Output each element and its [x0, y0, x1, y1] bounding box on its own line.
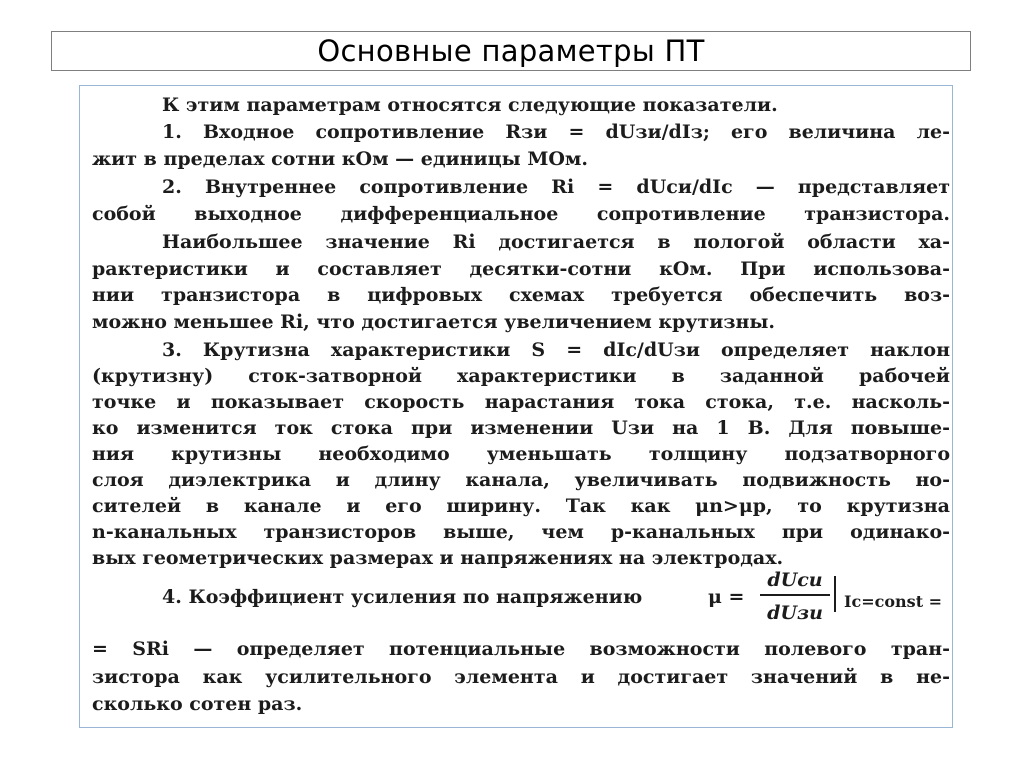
- text-line: вых геометрических размерах и напряжениях на электродах.: [92, 547, 784, 569]
- text-line: сколько сотен раз.: [92, 693, 303, 715]
- text-line: n-канальных транзисторов выше, чем p-канальных при одинако-: [92, 521, 950, 543]
- formula-mu: μ =: [708, 586, 745, 608]
- gain-formula: [92, 566, 950, 632]
- formula-denominator: dUзи: [767, 602, 823, 624]
- slide-title-box: [51, 31, 971, 71]
- formula-condition: Iс=const =: [844, 592, 943, 611]
- text-line: рактеристики и составляет десятки-сотни кОм. При использова-: [92, 258, 950, 280]
- text-line: ния крутизны необходимо уменьшать толщину подзатворного: [92, 443, 950, 465]
- text-line: сителей в канале и его ширину. Так как μn>μp, то крутизна: [92, 495, 950, 517]
- text-line: точке и показывает скорость нарастания тока стока, т.е. насколь-: [92, 391, 950, 413]
- slide-title: Основные параметры ПТ: [317, 34, 705, 68]
- text-line: К этим параметрам относятся следующие показатели.: [162, 94, 778, 116]
- text-line: (крутизну) сток-затворной характеристики в заданной рабочей: [92, 365, 950, 387]
- text-line: зистора как усилительного элемента и достигает значений в не-: [92, 666, 950, 688]
- text-line: жит в пределах сотни кОм — единицы МОм.: [92, 148, 589, 170]
- text-line: слоя диэлектрика и длину канала, увеличивать подвижность но-: [92, 469, 950, 491]
- text-line: 1. Входное сопротивление Rзи = dUзи/dIз; его величина ле-: [162, 121, 950, 143]
- formula-fraction: [760, 566, 830, 626]
- text-line: нии транзистора в цифровых схемах требуется обеспечить воз-: [92, 284, 950, 306]
- formula-lead-text: 4. Коэффициент усиления по напряжению: [162, 586, 643, 608]
- formula-evaluation-bar: [834, 576, 836, 612]
- text-line: ко изменится ток стока при изменении Uзи на 1 В. Для повыше-: [92, 417, 950, 439]
- text-line: можно меньшее Ri, что достигается увеличением крутизны.: [92, 311, 776, 333]
- text-line: 2. Внутреннее сопротивление Ri = dUси/dIс — представляет: [162, 176, 950, 198]
- text-line: 3. Крутизна характеристики S = dIс/dUзи определяет наклон: [162, 339, 950, 361]
- text-line: собой выходное дифференциальное сопротивление транзистора.: [92, 203, 950, 225]
- formula-numerator: dUси: [760, 566, 830, 596]
- text-line: = SRi — определяет потенциальные возможности полевого тран-: [92, 638, 950, 660]
- text-line: Наибольшее значение Ri достигается в пологой области ха-: [162, 231, 950, 253]
